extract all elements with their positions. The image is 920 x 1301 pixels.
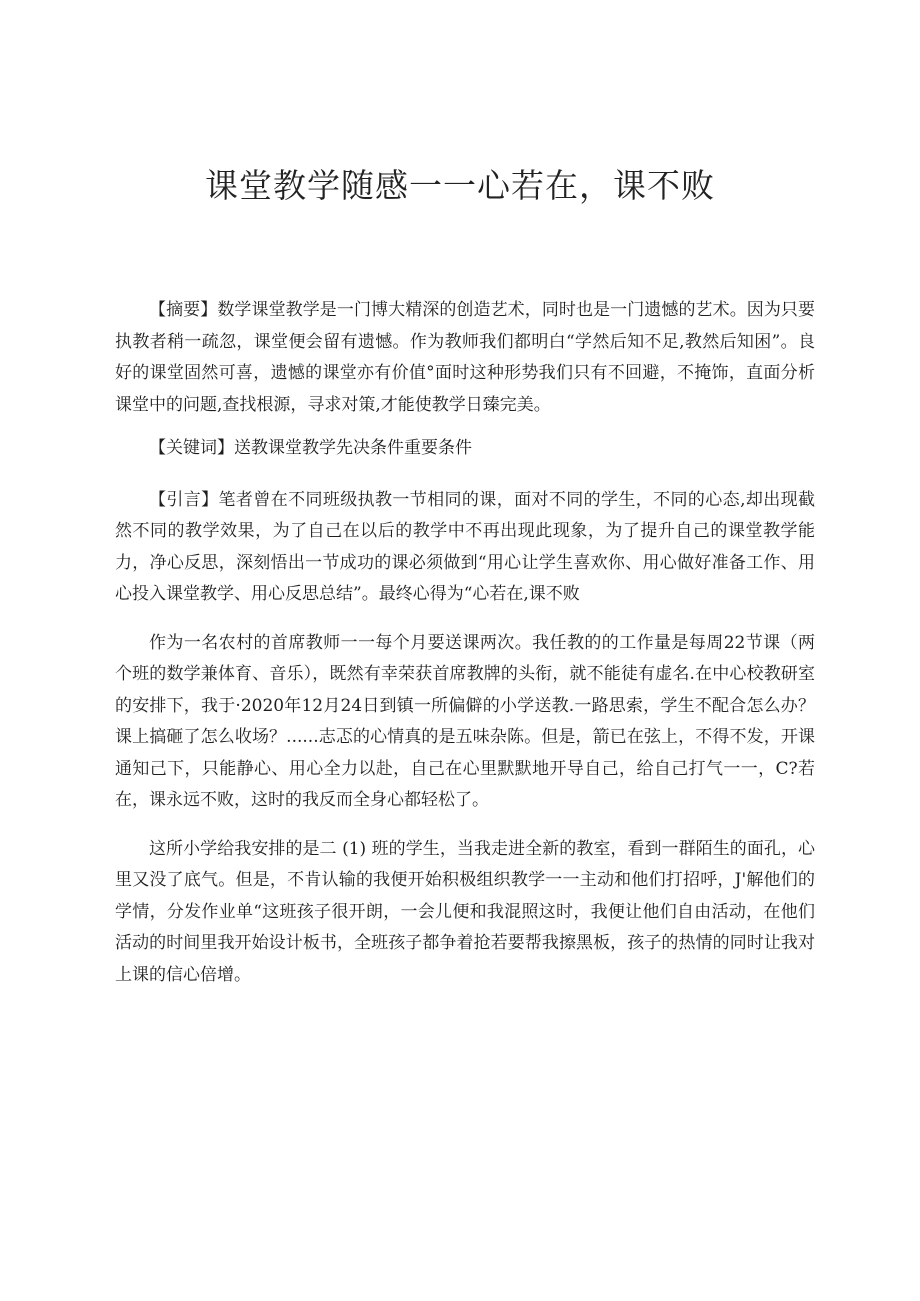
intro-paragraph	[115, 485, 815, 611]
body-paragraph: 这所小学给我安排的是二 (1) 班的学生，当我走进全新的教室，看到一群陌生的面孔，心里又没了底气。但是，不肯认输的我便开始积极组织教学一一主动和他们打招呼，J'解他们的学情，分发作业单“这班孩子很开朗，一会儿便和我混照这时，我便让他们自由活动，在他们活动的时间里我开始设计板书，全班孩子都争着抢若要帮我擦黑板，孩子的热情的同时让我对上课的信心倍增。	[115, 838, 815, 985]
keywords-text: 送教课堂教学先决条件重要条件	[234, 438, 472, 458]
intro-text: 笔者曾在不同班级执教一节相同的课，面对不同的学生，不同的心态,却出现截然不同的教学效果，为了自己在以后的教学中不再出现此现象，为了提升自己的课堂教学能力，净心反思，深刻悟出一节成功的课必须做到“用心让学生喜欢你、用心做好准备工作、用心投入课堂教学、用心反思总结”。最终心得为“心若在,课不败	[115, 489, 816, 604]
keywords-paragraph	[115, 433, 815, 465]
document-title: 课堂教学随感一一心若在，课不败	[205, 166, 715, 205]
abstract-label: 【摘要】	[149, 300, 218, 320]
intro-label: 【引言】	[149, 489, 219, 510]
abstract-text: 数学课堂教学是一门博大精深的创造艺术，同时也是一门遗憾的艺术。因为只要执教者稍一疏忽，课堂便会留有遗憾。作为教师我们都明白“学然后知不足,教然后知困”。良好的课堂固然可喜，遗憾的课堂亦有价值°面时这种形势我们只有不回避，不掩饰，直面分析课堂中的问题,查找根源，寻求对策,才能使教学日臻完美。	[115, 300, 816, 415]
document-body	[115, 295, 815, 991]
keywords-label: 【关键词】	[149, 438, 234, 458]
abstract-paragraph	[115, 295, 815, 421]
body-paragraph: 作为一名农村的首席教师一一每个月要送课两次。我任教的的工作量是每周22节课（两个班的数学兼体育、音乐），既然有幸荣获首席教牌的头衔，就不能徒有虚名.在中心校教研室的安排下，我于·2020年12月24日到镇一所偏僻的小学送教.一路思索，学生不配合怎么办？课上搞砸了怎么收场？......志忑的心情真的是五味杂陈。但是，箭已在弦上，不得不发，开课通知己下，只能静心、用心全力以赴，自己在心里默默地开导自己，给自己打气一一，C?若在，课永远不败，这时的我反而全身心都轻松了。	[115, 632, 815, 810]
